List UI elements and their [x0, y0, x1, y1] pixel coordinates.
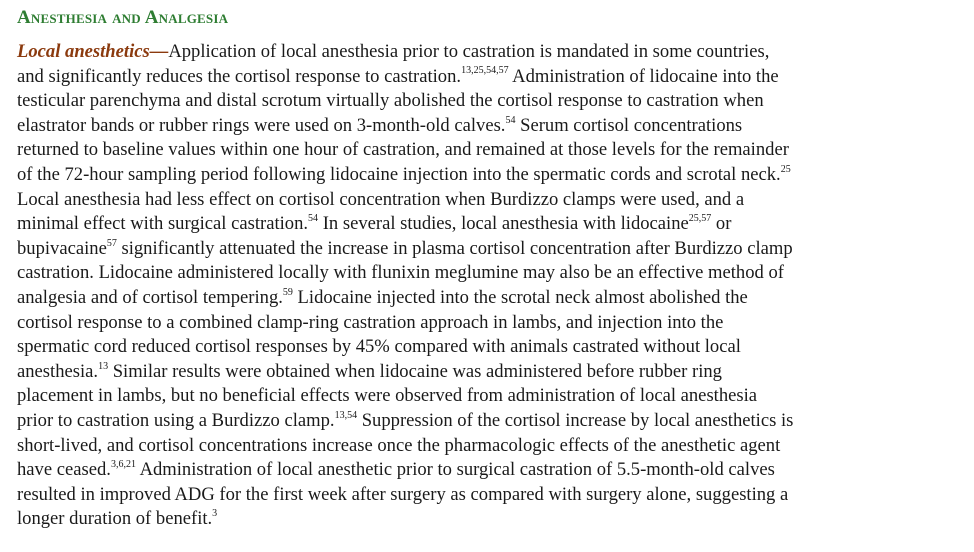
citation-superscript: 3,6,21 [110, 458, 136, 470]
text-run: Administration of local anesthetic prior to surgical castration of 5.5-month-old calves [135, 459, 775, 481]
citation-superscript: 57 [106, 237, 117, 249]
text-line [17, 114, 917, 139]
citation-superscript: 25 [780, 163, 791, 175]
text-run: cortisol response to a combined clamp-ring castration approach in lambs, and injection into the [17, 311, 724, 333]
text-line [17, 89, 917, 114]
text-run: castration. Lidocaine administered locally with flunixin meglumine may also be an effective method of [17, 262, 784, 284]
text-run: spermatic cord reduced cortisol responses by 45% compared with animals castrated without local [17, 336, 741, 358]
citation-superscript: 25,57 [688, 212, 712, 224]
text-line [17, 163, 917, 188]
document-page [17, 6, 917, 532]
text-line [17, 360, 917, 385]
text-line [17, 65, 917, 90]
text-run: placement in lambs, but no beneficial effects were observed from administration of local anesthesia [17, 385, 758, 407]
text-run: and significantly reduces the cortisol response to castration. [17, 65, 462, 87]
text-run: minimal effect with surgical castration. [17, 213, 309, 235]
text-line [17, 507, 917, 532]
text-run: In several studies, local anesthesia with lidocaine [318, 213, 689, 235]
section-heading: Anesthesia and Analgesia [17, 7, 229, 28]
text-run: short-lived, and cortisol concentrations increase once the pharmacologic effects of the anesthetic agent [17, 434, 781, 456]
text-run: Similar results were obtained when lidocaine was administered before rubber ring [108, 360, 722, 382]
citation-superscript: 59 [282, 286, 293, 298]
body-paragraph [17, 40, 917, 532]
text-run: anesthesia. [17, 360, 99, 382]
text-line [17, 237, 917, 262]
text-run: Administration of lidocaine into the [508, 65, 779, 87]
text-run: resulted in improved ADG for the first week after surgery as compared with surgery alone, suggesting a [17, 483, 789, 505]
text-line [17, 188, 917, 213]
citation-superscript: 13,54 [334, 409, 358, 421]
text-line [17, 384, 917, 409]
text-run: Application of local anesthesia prior to castration is mandated in some countries, [168, 41, 770, 62]
citation-superscript: 13 [98, 360, 109, 372]
text-line [17, 261, 917, 286]
text-run: elastrator bands or rubber rings were used on 3-month-old calves. [17, 114, 506, 136]
text-line [17, 483, 917, 508]
text-line [17, 434, 917, 459]
text-run: Suppression of the cortisol increase by local anesthetics is [357, 409, 794, 431]
text-line [17, 409, 917, 434]
text-line [17, 311, 917, 336]
text-run: returned to baseline values within one hour of castration, and remained at those levels for the remainder [17, 139, 789, 161]
text-run: prior to castration using a Burdizzo clamp. [17, 409, 335, 431]
citation-superscript: 54 [505, 114, 516, 126]
text-line [17, 138, 917, 163]
text-run: Local anesthesia had less effect on cortisol concentration when Burdizzo clamps were used, and a [17, 188, 745, 210]
text-line [17, 40, 917, 65]
text-run: have ceased. [17, 459, 111, 481]
text-line [17, 458, 917, 483]
text-line [17, 212, 917, 237]
citation-superscript: 54 [308, 212, 319, 224]
text-line [17, 335, 917, 360]
text-run: Serum cortisol concentrations [515, 114, 743, 136]
citation-superscript: 13,25,54,57 [461, 65, 509, 77]
text-run: or [711, 213, 732, 235]
text-run: of the 72-hour sampling period following lidocaine injection into the spermatic cords and scrotal neck. [17, 163, 781, 185]
text-run: longer duration of benefit. [17, 508, 213, 530]
text-line [17, 286, 917, 311]
text-run: analgesia and of cortisol tempering. [17, 286, 283, 308]
text-run: bupivacaine [17, 237, 107, 259]
lead-term: Local anesthetics— [17, 41, 169, 62]
text-run: significantly attenuated the increase in plasma cortisol concentration after Burdizzo clamp [116, 237, 793, 259]
text-run: testicular parenchyma and distal scrotum virtually abolished the cortisol response to castration when [17, 90, 764, 112]
citation-superscript: 3 [212, 508, 218, 520]
text-run: Lidocaine injected into the scrotal neck almost abolished the [292, 286, 748, 308]
